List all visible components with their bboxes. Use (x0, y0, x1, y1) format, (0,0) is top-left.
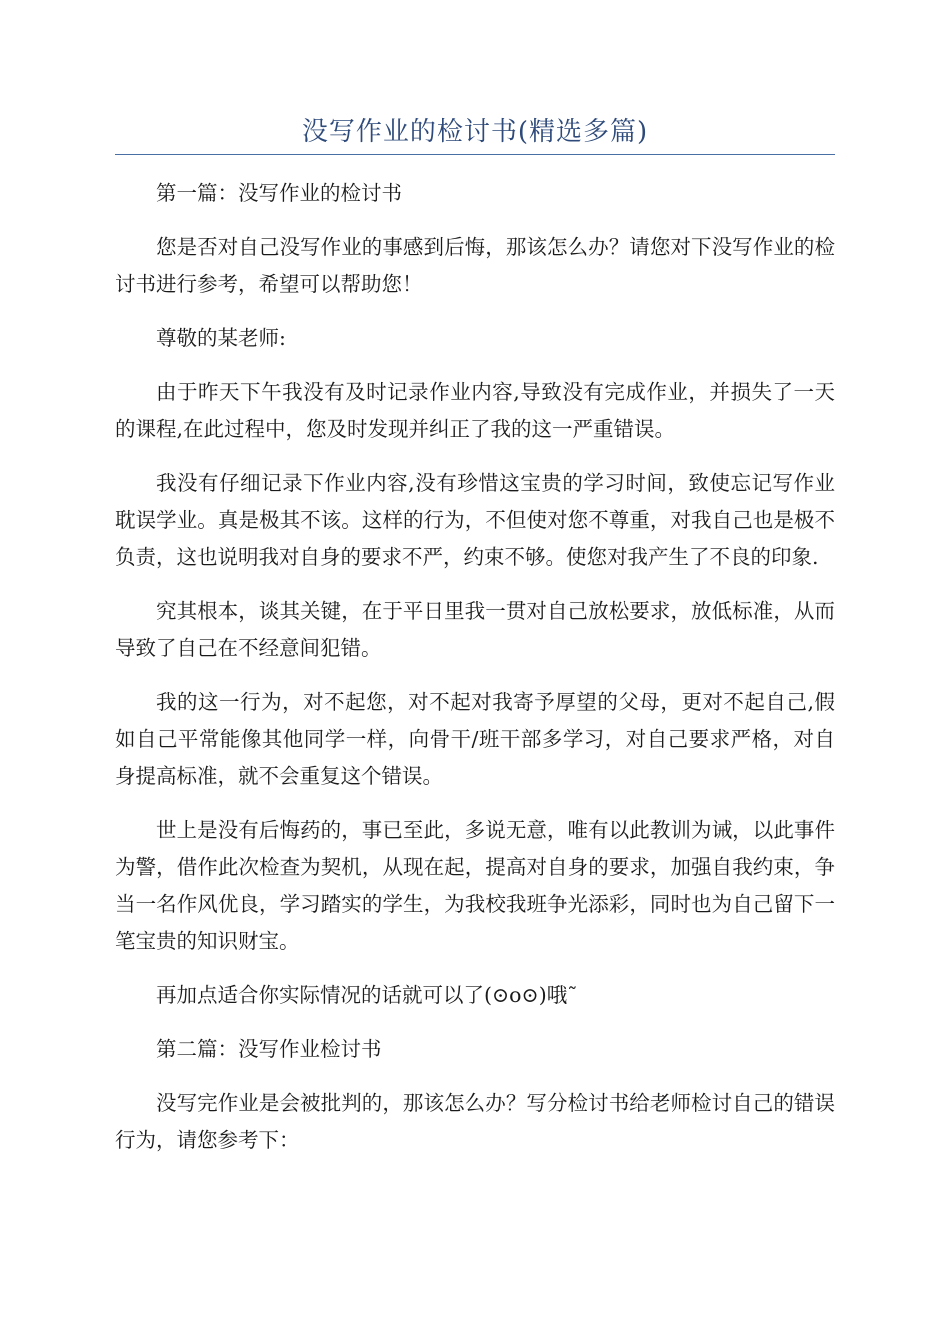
paragraph: 第一篇：没写作业的检讨书 (156, 181, 402, 205)
paragraph: 究其根本，谈其关键，在于平日里我一贯对自己放松要求，放低标准，从而导致了自己在不经意间犯错。 (115, 599, 835, 660)
paragraph: 没写完作业是会被批判的，那该怎么办？写分检讨书给老师检讨自己的错误行为，请您参考下： (115, 1091, 835, 1152)
document-body (115, 175, 835, 1176)
document-title: 没写作业的检讨书(精选多篇) (301, 117, 649, 147)
paragraph: 我没有仔细记录下作业内容,没有珍惜这宝贵的学习时间，致使忘记写作业耽误学业。真是极其不该。这样的行为，不但使对您不尊重，对我自己也是极不负责，这也说明我对自身的要求不严，约束不够。使您对我产生了不良的印象. (115, 471, 835, 569)
paragraph: 您是否对自己没写作业的事感到后悔，那该怎么办？请您对下没写作业的检讨书进行参考，希望可以帮助您！ (115, 235, 835, 296)
paragraph: 我的这一行为，对不起您，对不起对我寄予厚望的父母，更对不起自己,假如自己平常能像其他同学一样，向骨干/班干部多学习，对自己要求严格，对自身提高标准，就不会重复这个错误。 (115, 690, 835, 788)
paragraph: 再加点适合你实际情况的话就可以了(⊙o⊙)哦˜ (156, 983, 578, 1007)
paragraph: 由于昨天下午我没有及时记录作业内容,导致没有完成作业，并损失了一天的课程,在此过程中，您及时发现并纠正了我的这一严重错误。 (115, 380, 835, 441)
paragraph: 世上是没有后悔药的，事已至此，多说无意，唯有以此教训为诫，以此事件为警，借作此次检查为契机，从现在起，提高对自身的要求，加强自我约束，争当一名作风优良，学习踏实的学生，为我校我班争光添彩，同时也为自己留下一笔宝贵的知识财宝。 (115, 818, 835, 953)
title-underline (115, 154, 835, 155)
paragraph: 尊敬的某老师: (156, 326, 286, 350)
paragraph: 第二篇：没写作业检讨书 (156, 1037, 382, 1061)
